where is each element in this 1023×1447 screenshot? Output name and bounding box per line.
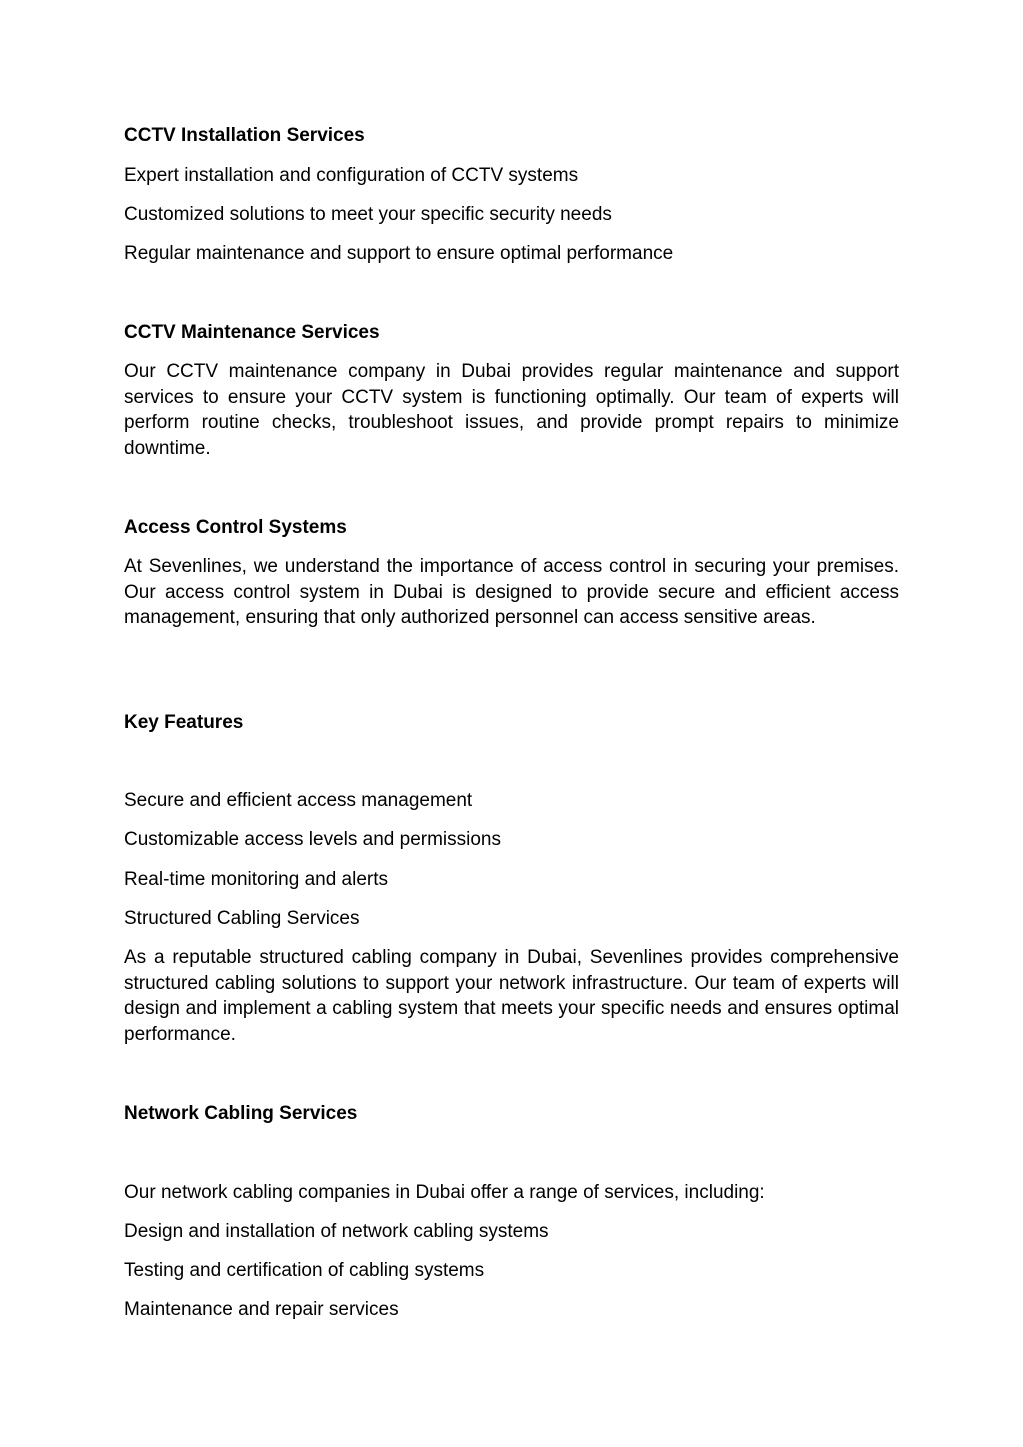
key-feature-item: Real-time monitoring and alerts: [124, 869, 389, 890]
cctv-installation-item: Expert installation and configuration of CCTV systems: [124, 165, 579, 186]
network-cabling-intro: Our network cabling companies in Dubai offer a range of services, including:: [124, 1182, 765, 1203]
section-heading-network-cabling: Network Cabling Services: [124, 1103, 358, 1124]
section-heading-cctv-installation: CCTV Installation Services: [124, 125, 365, 146]
section-heading-cctv-maintenance: CCTV Maintenance Services: [124, 322, 380, 343]
network-cabling-item: Maintenance and repair services: [124, 1299, 399, 1320]
key-feature-item: Customizable access levels and permissions: [124, 829, 501, 850]
key-feature-item: Secure and efficient access management: [124, 790, 473, 811]
network-cabling-item: Design and installation of network cabling systems: [124, 1221, 549, 1242]
access-control-paragraph: At Sevenlines, we understand the importance of access control in securing your premises. Our access control system in Dubai is designed to provide secure and efficient access management, ensuring that only authorized personnel can access sensitive areas.: [124, 556, 899, 629]
structured-cabling-paragraph: As a reputable structured cabling company in Dubai, Sevenlines provides comprehensive structured cabling solutions to support your network infrastructure. Our team of experts will design and implement a cabling system that meets your specific needs and ensures optimal performance.: [124, 947, 899, 1045]
cctv-installation-item: Regular maintenance and support to ensure optimal performance: [124, 243, 674, 264]
key-feature-item: Structured Cabling Services: [124, 908, 360, 929]
network-cabling-item: Testing and certification of cabling systems: [124, 1260, 485, 1281]
section-heading-key-features: Key Features: [124, 712, 244, 733]
cctv-installation-item: Customized solutions to meet your specific security needs: [124, 204, 612, 225]
section-heading-access-control: Access Control Systems: [124, 517, 347, 538]
cctv-maintenance-paragraph: Our CCTV maintenance company in Dubai provides regular maintenance and support services to ensure your CCTV system is functioning optimally. Our team of experts will perform routine checks, troubleshoot issues, and provide prompt repairs to minimize downtime.: [124, 361, 899, 459]
